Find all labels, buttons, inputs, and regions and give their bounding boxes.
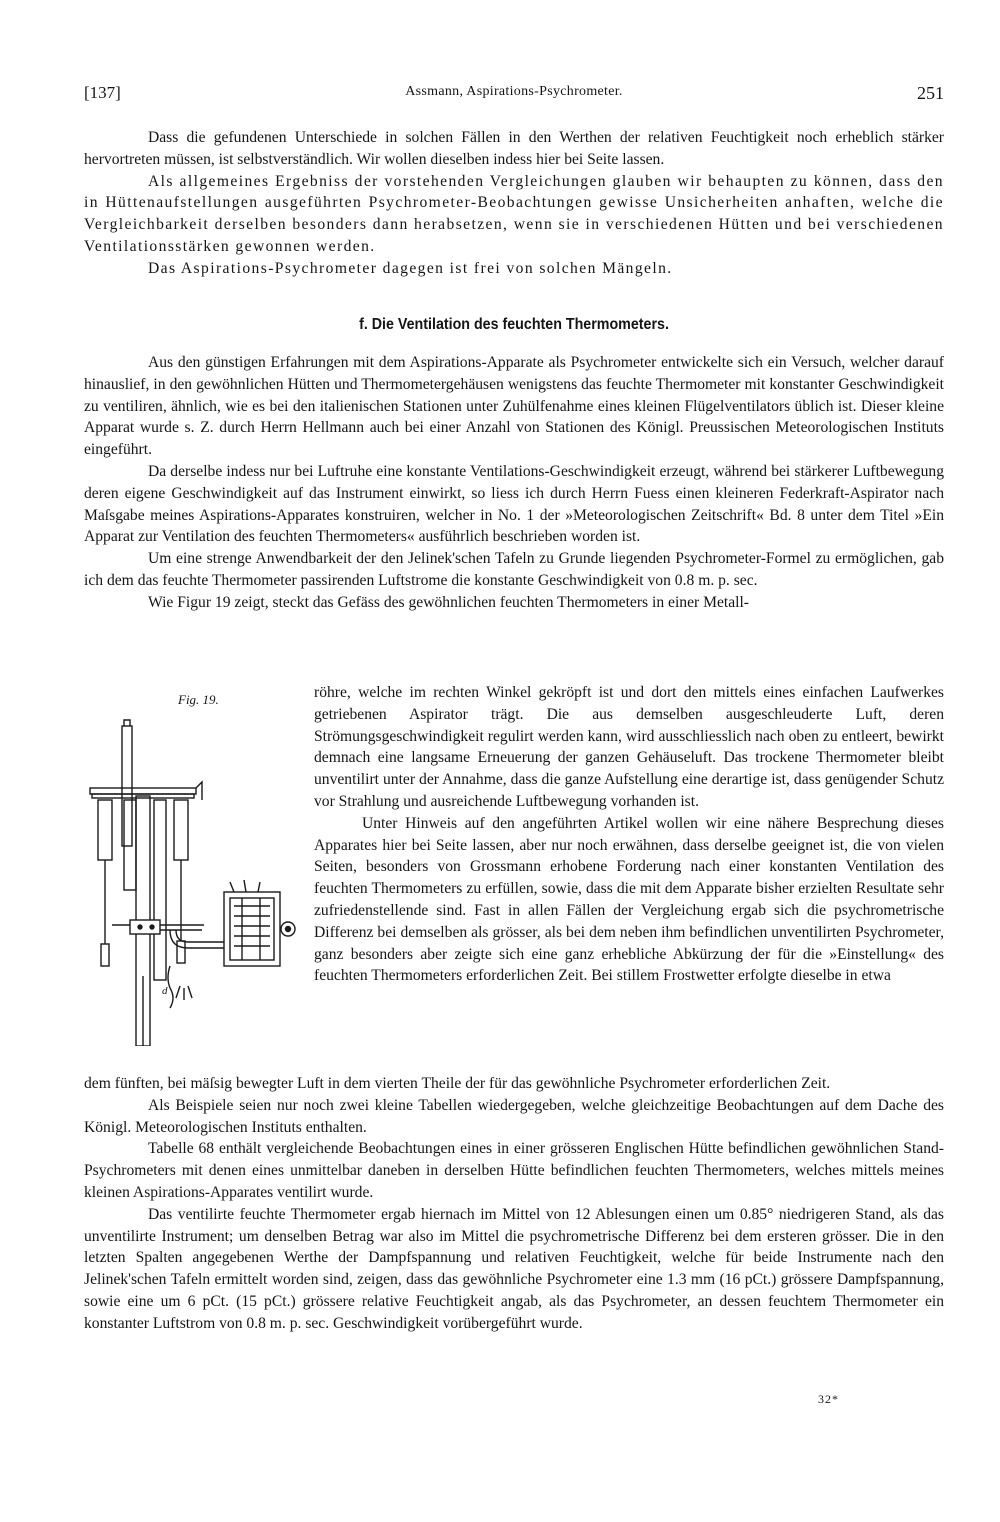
paragraph: Da derselbe indess nur bei Luftruhe eine konstante Ventilations-Geschwindigkeit erzeugt, während bei stärkerer Luftbewegung deren eigene Geschwindigkeit auf das Instrument einwirkt, so liess ich durch Herrn Fuess einen kleineren Federkraft-Aspirator nach Maſsgabe meines Aspirations-Apparates konstruiren, welcher in No. 1 der »Meteorologischen Zeitschrift« Bd. 8 unter dem Titel »Ein Apparat zur Ventilation des feuchten Thermometers« ausführlich beschrieben worden ist. <box>84 462 944 546</box>
closing-block <box>84 1073 944 1335</box>
figure-letter-d: d <box>162 985 168 997</box>
paragraph-continuation: dem fünften, bei mäſsig bewegter Luft in dem vierten Theile der für das gewöhnliche Psychrometer erforderlichen Zeit. <box>84 1075 831 1092</box>
signature-mark: 32* <box>818 1392 839 1406</box>
intro-block <box>84 127 944 280</box>
figure-19 <box>84 688 296 1048</box>
page-reference: [137] <box>84 83 121 102</box>
paragraph: Als allgemeines Ergebniss der vorstehenden Vergleichungen glauben wir behaupten zu können, dass den in Hüttenaufstellungen ausgeführten Psychrometer-Beobachtungen gewisse Unsicherheiten anhaften, welche die Vergleichbarkeit derselben besonders dann herabsetzen, wenn sie in verschiedenen Hütten und bei verschiedenen Ventilationsstärken gewonnen werden. <box>84 172 944 255</box>
running-title: Assmann, Aspirations-Psychrometer. <box>405 84 623 99</box>
paragraph-continuation: röhre, welche im rechten Winkel gekröpft ist und dort den mittels eines einfachen Laufwerkes getriebenen Aspirator trägt. Die aus demselben ausgeschleuderte Luft, deren Strömungsgeschwindigkeit regulirt werden kann, wird ausschliesslich nach oben zu entleert, bewirkt demnach eine langsame Erneuerung der ganzen Gehäuseluft. Das trockene Thermometer bleibt unventilirt unter der Annahme, dass die ganze Aufstellung eine derartige ist, dass genügender Schutz vor Strahlung und ausreichende Luftbewegung vorhanden ist. <box>314 684 944 810</box>
paragraph: Unter Hinweis auf den angeführten Artikel wollen wir eine nähere Besprechung dieses Apparates hier bei Seite lassen, aber nur noch erwähnen, dass derselbe geeignet ist, die von vielen Seiten, besonders von Grossmann erhobene Forderung nach einer konstanten Ventilation des feuchten Thermometers zu erfüllen, sowie, dass die mit dem Apparate bisher erzielten Resultate sehr zufriedenstellende sind. Fast in allen Fällen der Vergleichung ergab sich die psychrometrische Differenz bei demselben als grösser, als bei dem neben ihm befindlichen unventilirten Psychrometer, ganz besonders aber zeigte sich eine ganz erhebliche Abkürzung der für die »Einstellung« des feuchten Thermometers erforderlichen Zeit. Bei stillem Frostwetter erfolgte dieselbe in etwa <box>314 814 944 985</box>
body-block <box>84 352 944 614</box>
paragraph: Als Beispiele seien nur noch zwei kleine Tabellen wiedergegeben, welche gleichzeitige Beobachtungen auf dem Dache des Königl. Meteorologischen Instituts enthalten. <box>84 1096 944 1136</box>
paragraph: Tabelle 68 enthält vergleichende Beobachtungen eines in einer grösseren Englischen Hütte befindlichen gewöhnlichen Stand-Psychrometers mit denen eines unmittelbar daneben in derselben Hütte befindlichen feuchten Thermometers, welches mittels meines kleinen Aspirations-Apparates ventilirt wurde. <box>84 1140 944 1201</box>
paragraph: Das Aspirations-Psychrometer dagegen ist frei von solchen Mängeln. <box>148 259 673 277</box>
paragraph: Dass die gefundenen Unterschiede in solchen Fällen in den Werthen der relativen Feuchtigkeit noch erheblich stärker hervortreten müssen, ist selbstverständlich. Wir wollen dieselben indess hier bei Seite lassen. <box>84 129 944 168</box>
section-heading: f. Die Ventilation des feuchten Thermometers. <box>359 316 669 333</box>
page-number: 251 <box>917 83 944 103</box>
wrapped-text-beside-figure <box>314 682 944 987</box>
paragraph: Aus den günstigen Erfahrungen mit dem Aspirations-Apparate als Psychrometer entwickelte sich ein Versuch, welcher darauf hinauslief, in den gewöhnlichen Hütten und Thermometergehäusen wenigstens das feuchte Thermometer mit konstanter Geschwindigkeit zu ventiliren, ähnlich, wie es bei den italienischen Stationen unter Zuhülfenahme eines kleinen Flügelventilators üblich ist. Dieser kleine Apparat wurde s. Z. durch Herrn Hellmann auch bei einer Anzahl von Stationen des Königl. Preussischen Meteorologischen Instituts eingeführt. <box>84 354 944 459</box>
paragraph-lead-line: Wie Figur 19 zeigt, steckt das Gefäss des gewöhnlichen feuchten Thermometers in einer Metall- <box>148 593 749 611</box>
psychrometer-illustration <box>84 716 296 1046</box>
figure-caption: Fig. 19. <box>178 692 219 707</box>
paragraph: Um eine strenge Anwendbarkeit der den Jelinek'schen Tafeln zu Grunde liegenden Psychrometer-Formel zu ermöglichen, gab ich dem das feuchte Thermometer passirenden Luftstrome die konstante Geschwindigkeit von 0.8 m. p. sec. <box>84 550 944 589</box>
paragraph: Das ventilirte feuchte Thermometer ergab hiernach im Mittel von 12 Ablesungen einen um 0.85° niedrigeren Stand, als das unventilirte Instrument; um denselben Betrag war also im Mittel die psychrometrische Differenz bei dem ersteren grösser. Die in den letzten Spalten angegebenen Werthe der Dampfspannung und relativen Feuchtigkeit, welche für beide Instrumente nach den Jelinek'schen Tafeln ermittelt worden sind, zeigen, dass das gewöhnliche Psychrometer eine 1.3 mm (16 pCt.) grössere Dampfspannung, sowie eine um 6 pCt. (15 pCt.) grössere relative Feuchtigkeit angab, als das Psychrometer, an dessen feuchtem Thermometer ein konstanter Luftstrom von 0.8 m. p. sec. Geschwindigkeit vorübergeführt wurde. <box>84 1205 944 1332</box>
running-header <box>84 83 944 109</box>
